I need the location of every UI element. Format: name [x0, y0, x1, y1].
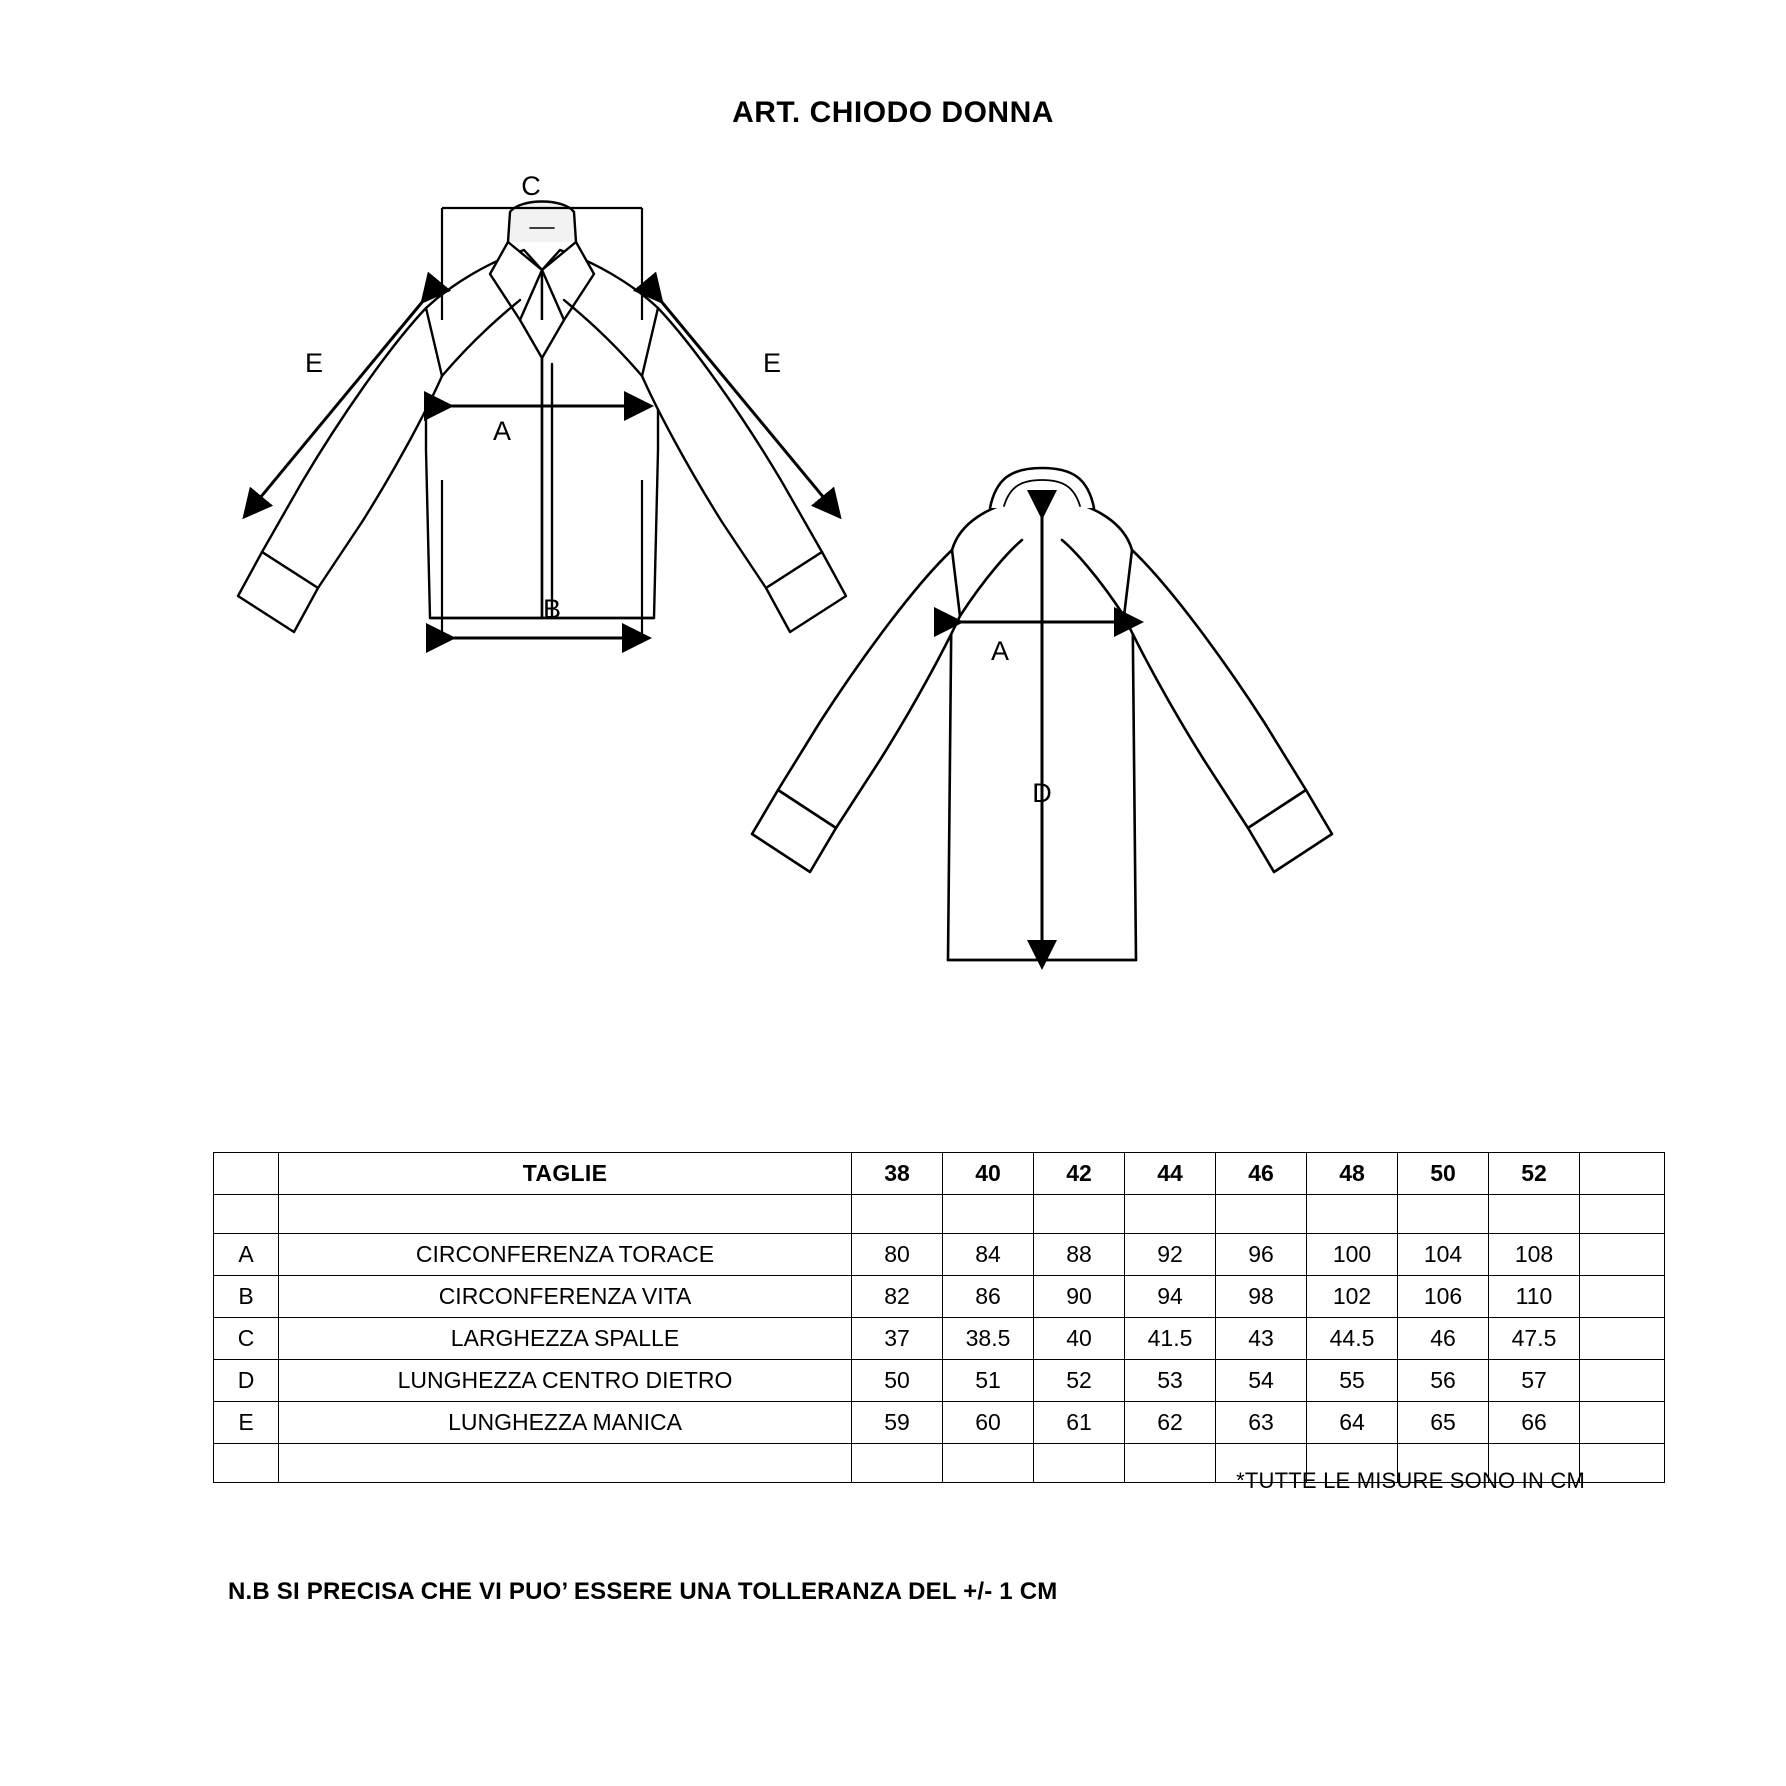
spacer-cell — [1398, 1195, 1489, 1234]
row-value: 56 — [1398, 1360, 1489, 1402]
spacer-cell — [1489, 1195, 1580, 1234]
size-table — [213, 1152, 1665, 1483]
size-table-wrapper — [213, 1152, 1585, 1483]
row-value: 59 — [852, 1402, 943, 1444]
row-value: 80 — [852, 1234, 943, 1276]
header-cell-code — [214, 1153, 279, 1195]
row-value: 41.5 — [1125, 1318, 1216, 1360]
header-cell-size-0: 38 — [852, 1153, 943, 1195]
size-table-body — [214, 1153, 1665, 1483]
header-cell-size-4: 46 — [1216, 1153, 1307, 1195]
header-cell-taglie: TAGLIE — [279, 1153, 852, 1195]
row-value: 98 — [1216, 1276, 1307, 1318]
row-code: D — [214, 1360, 279, 1402]
row-code: C — [214, 1318, 279, 1360]
header-cell-empty — [1580, 1153, 1665, 1195]
row-value: 64 — [1307, 1402, 1398, 1444]
spacer-cell — [1307, 1195, 1398, 1234]
dimension-label-a-back: A — [990, 636, 1010, 666]
dimension-label-c: C — [521, 171, 541, 201]
row-value: 37 — [852, 1318, 943, 1360]
row-value: 61 — [1034, 1402, 1125, 1444]
row-value: 52 — [1034, 1360, 1125, 1402]
row-code: E — [214, 1402, 279, 1444]
row-code: A — [214, 1234, 279, 1276]
row-desc: LARGHEZZA SPALLE — [279, 1318, 852, 1360]
technical-drawings — [0, 150, 1786, 980]
row-value: 86 — [943, 1276, 1034, 1318]
row-desc: LUNGHEZZA MANICA — [279, 1402, 852, 1444]
row-tail — [1580, 1234, 1665, 1276]
row-value: 92 — [1125, 1234, 1216, 1276]
row-value: 40 — [1034, 1318, 1125, 1360]
spacer-cell — [1580, 1444, 1665, 1483]
row-value: 65 — [1398, 1402, 1489, 1444]
note-tolerance: N.B SI PRECISA CHE VI PUO’ ESSERE UNA TOLLERANZA DEL +/- 1 CM — [228, 1578, 1058, 1605]
row-tail — [1580, 1276, 1665, 1318]
row-value: 38.5 — [943, 1318, 1034, 1360]
row-value: 60 — [943, 1402, 1034, 1444]
header-cell-size-2: 42 — [1034, 1153, 1125, 1195]
spacer-cell — [852, 1195, 943, 1234]
spacer-cell — [1216, 1195, 1307, 1234]
row-value: 50 — [852, 1360, 943, 1402]
header-cell-size-6: 50 — [1398, 1153, 1489, 1195]
spacer-cell — [943, 1195, 1034, 1234]
table-row — [214, 1402, 1665, 1444]
header-cell-size-7: 52 — [1489, 1153, 1580, 1195]
header-cell-size-5: 48 — [1307, 1153, 1398, 1195]
row-desc: CIRCONFERENZA VITA — [279, 1276, 852, 1318]
header-cell-size-1: 40 — [943, 1153, 1034, 1195]
row-value: 106 — [1398, 1276, 1489, 1318]
table-row — [214, 1360, 1665, 1402]
row-value: 43 — [1216, 1318, 1307, 1360]
row-value: 104 — [1398, 1234, 1489, 1276]
row-code: B — [214, 1276, 279, 1318]
table-row — [214, 1234, 1665, 1276]
page-title: ART. CHIODO DONNA — [732, 96, 1054, 129]
row-value: 100 — [1307, 1234, 1398, 1276]
dimension-label-e-left: E — [304, 348, 324, 378]
row-value: 53 — [1125, 1360, 1216, 1402]
spacer-cell — [1034, 1195, 1125, 1234]
row-value: 102 — [1307, 1276, 1398, 1318]
row-value: 94 — [1125, 1276, 1216, 1318]
header-cell-size-3: 44 — [1125, 1153, 1216, 1195]
row-value: 62 — [1125, 1402, 1216, 1444]
row-value: 108 — [1489, 1234, 1580, 1276]
row-value: 44.5 — [1307, 1318, 1398, 1360]
row-desc: CIRCONFERENZA TORACE — [279, 1234, 852, 1276]
row-value: 88 — [1034, 1234, 1125, 1276]
row-value: 46 — [1398, 1318, 1489, 1360]
table-header-row — [214, 1153, 1665, 1195]
row-value: 47.5 — [1489, 1318, 1580, 1360]
table-row — [214, 1318, 1665, 1360]
spacer-cell — [1125, 1195, 1216, 1234]
row-value: 110 — [1489, 1276, 1580, 1318]
row-tail — [1580, 1318, 1665, 1360]
note-measures-in-cm: *TUTTE LE MISURE SONO IN CM — [1236, 1468, 1585, 1493]
spacer-cell — [214, 1195, 279, 1234]
row-value: 84 — [943, 1234, 1034, 1276]
row-value: 57 — [1489, 1360, 1580, 1402]
dimension-label-b: B — [542, 594, 562, 624]
row-value: 55 — [1307, 1360, 1398, 1402]
row-value: 54 — [1216, 1360, 1307, 1402]
table-spacer-row-top — [214, 1195, 1665, 1234]
dimension-label-e-right: E — [762, 348, 782, 378]
row-value: 96 — [1216, 1234, 1307, 1276]
jacket-back-illustration — [660, 360, 1440, 1190]
dimension-label-d: D — [1032, 778, 1052, 808]
row-value: 82 — [852, 1276, 943, 1318]
spacer-cell — [279, 1195, 852, 1234]
row-value: 51 — [943, 1360, 1034, 1402]
row-tail — [1580, 1360, 1665, 1402]
spacer-cell — [1580, 1195, 1665, 1234]
row-desc: LUNGHEZZA CENTRO DIETRO — [279, 1360, 852, 1402]
table-row — [214, 1276, 1665, 1318]
dimension-label-a-front: A — [492, 416, 512, 446]
row-value: 90 — [1034, 1276, 1125, 1318]
row-value: 66 — [1489, 1402, 1580, 1444]
row-tail — [1580, 1402, 1665, 1444]
row-value: 63 — [1216, 1402, 1307, 1444]
